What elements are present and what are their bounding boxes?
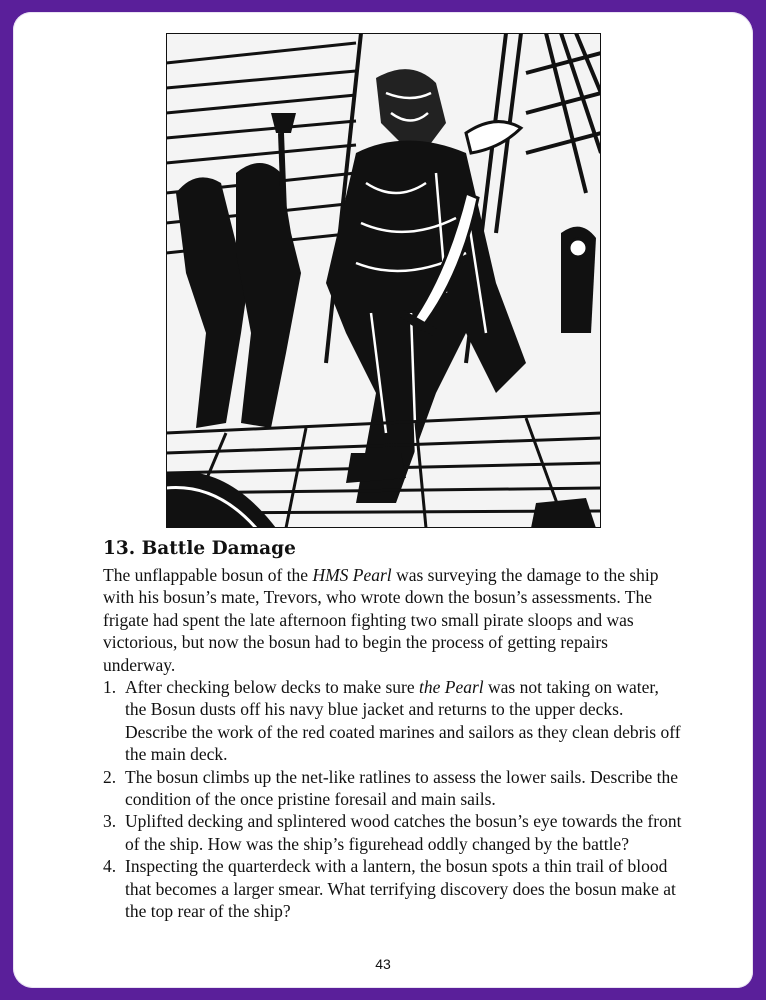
intro-paragraph bbox=[103, 564, 683, 676]
prompt-text-end: was not taking on water, the Bosun dusts off his navy blue jacket and returns to the upper decks. Describe the work of the red coated marines and sailors as they clean debris off the main deck. bbox=[125, 677, 681, 765]
prompt-item-3 bbox=[103, 810, 683, 855]
prompt-ship-name: the Pearl bbox=[419, 677, 484, 698]
intro-text-start: The unflappable bosun of the bbox=[103, 565, 313, 585]
pirate-illustration bbox=[166, 33, 601, 528]
story-prompt-section bbox=[103, 536, 683, 923]
prompt-item-4 bbox=[103, 855, 683, 922]
page-number: 43 bbox=[375, 956, 391, 972]
woodcut-pirate-image bbox=[166, 33, 601, 528]
intro-text-end: was surveying the damage to the ship with his bosun’s mate, Trevors, who wrote down the bosun’s assessments. The frigate had spent the late afternoon fighting two small pirate sloops and was victorious, but now the bosun had to begin the process of getting repairs underway. bbox=[103, 565, 659, 675]
prompt-number: 3. bbox=[103, 811, 117, 832]
prompt-text: Inspecting the quarterdeck with a lantern, the bosun spots a thin trail of blood that becomes a larger smear. What terrifying discovery does the bosun make at the top rear of the ship? bbox=[125, 856, 676, 922]
prompt-item-1 bbox=[103, 676, 683, 766]
ship-name: HMS Pearl bbox=[312, 565, 392, 585]
prompt-list bbox=[103, 676, 683, 922]
prompt-text-start: After checking below decks to make sure bbox=[125, 677, 419, 698]
prompt-text: Uplifted decking and splintered wood catches the bosun’s eye towards the front of the ship. How was the ship’s figurehead oddly changed by the battle? bbox=[125, 811, 682, 854]
prompt-number: 4. bbox=[103, 856, 117, 877]
section-heading: 13. Battle Damage bbox=[103, 538, 296, 559]
prompt-number: 2. bbox=[103, 766, 117, 787]
prompt-item-2 bbox=[103, 766, 683, 811]
prompt-number: 1. bbox=[103, 677, 117, 698]
prompt-text: The bosun climbs up the net-like ratlines to assess the lower sails. Describe the condition of the once pristine foresail and main sails. bbox=[125, 766, 679, 810]
